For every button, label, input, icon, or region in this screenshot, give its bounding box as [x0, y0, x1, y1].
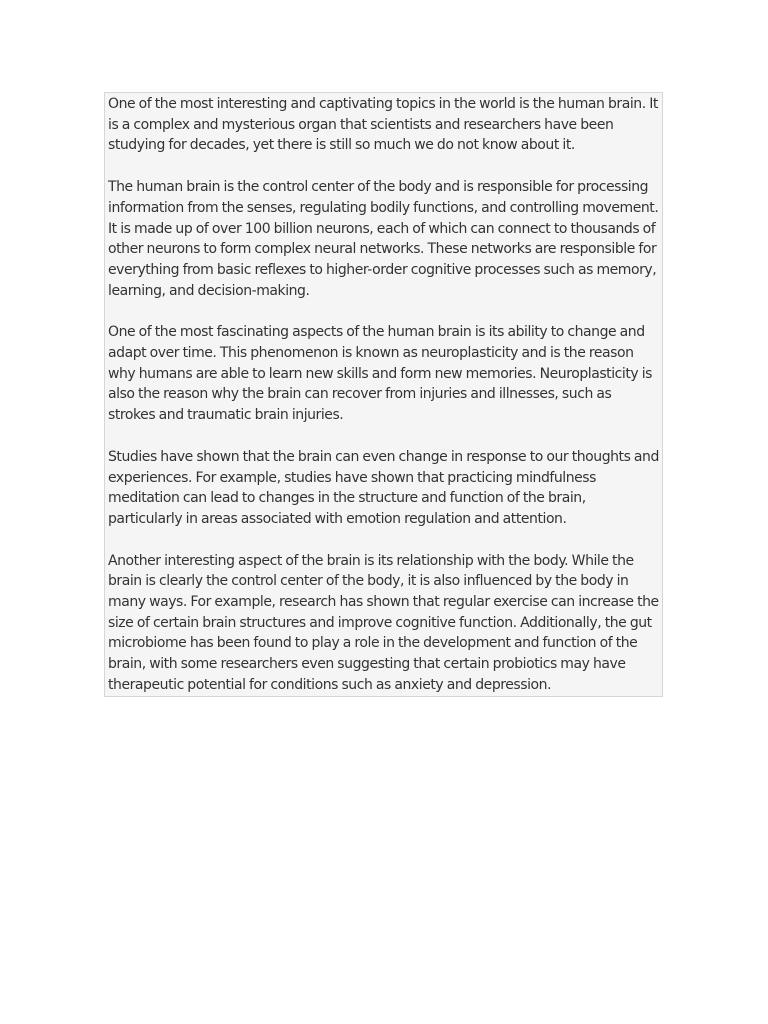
- paragraph-5: Another interesting aspect of the brain is its relationship with the body. While the brain is clearly the control center of the body, it is also influenced by the body in many ways. For example, research has shown that regular exercise can increase the size of certain brain structures and improve cognitive function. Additionally, the gut microbiome has been found to play a role in the development and function of the brain, with some researchers even suggesting that certain probiotics may have therapeutic potential for conditions such as anxiety and depression.: [108, 552, 659, 693]
- paragraph-3: One of the most fascinating aspects of the human brain is its ability to change and adapt over time. This phenomenon is known as neuroplasticity and is the reason why humans are able to learn new skills and form new memories. Neuroplasticity is also the reason why the brain can recover from injuries and illnesses, such as strokes and traumatic brain injuries.: [108, 324, 652, 424]
- paragraph-2: The human brain is the control center of the body and is responsible for processing information from the senses, regulating bodily functions, and controlling movement. It is made up of over 100 billion neurons, each of which can connect to thousands of other neurons to form complex neural networks. These networks are responsible for everything from basic reflexes to higher-order cognitive processes such as memory, learning, and decision-making.: [108, 179, 659, 299]
- text-box: [104, 92, 663, 697]
- paragraph-4: Studies have shown that the brain can even change in response to our thoughts and experiences. For example, studies have shown that practicing mindfulness meditation can lead to changes in the structure and function of the brain, particularly in areas associated with emotion regulation and attention.: [108, 448, 659, 527]
- paragraph-1: One of the most interesting and captivating topics in the world is the human brain. It is a complex and mysterious organ that scientists and researchers have been studying for decades, yet there is still so much we do not know about it.: [108, 96, 658, 154]
